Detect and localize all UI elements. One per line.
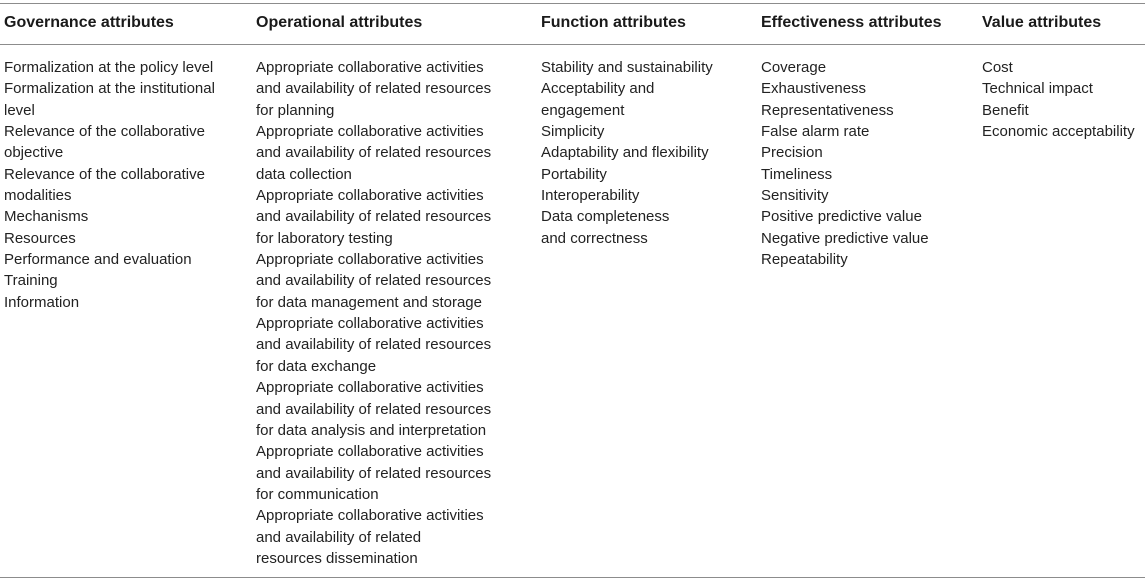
list-item: Sensitivity (761, 187, 829, 205)
list-item: Precision (761, 144, 823, 162)
list-item: Stability and sustainability (541, 59, 713, 76)
list-item: Appropriate collaborative activities and availability of related resources for data management and storage (256, 251, 492, 311)
list-item: Relevance of the collaborative objective (4, 123, 205, 162)
header-effectiveness: Effectiveness attributes (761, 14, 942, 31)
list-item: Relevance of the collaborative modalities (4, 165, 205, 205)
table-bottom-rule (0, 577, 1145, 578)
list-item: Technical impact (982, 80, 1093, 98)
header-operational: Operational attributes (256, 14, 423, 31)
list-item: Interoperability (541, 187, 640, 205)
list-item: Formalization at the policy level (4, 59, 214, 76)
list-item: Training (4, 272, 58, 290)
list-item: Appropriate collaborative activities and availability of related resources for data exchange (256, 315, 492, 375)
list-item: Performance and evaluation (4, 251, 192, 269)
list-item: Information (4, 293, 80, 311)
list-item: Benefit (982, 101, 1029, 119)
list-item: Repeatability (761, 251, 848, 269)
table-header-rule (0, 44, 1145, 45)
list-item: Appropriate collaborative activities and availability of related resources for communication (256, 443, 492, 503)
list-item: Economic acceptability (982, 123, 1135, 141)
list-item: Negative predictive value (761, 229, 929, 247)
list-item: Appropriate collaborative activities and availability of related resources for planning (256, 59, 492, 119)
list-item: Representativeness (761, 101, 894, 119)
list-item: Formalization at the institutional level (4, 80, 215, 119)
value-column (982, 57, 1145, 142)
header-function: Function attributes (541, 14, 686, 31)
list-item: Simplicity (541, 123, 605, 141)
list-item: Acceptability and engagement (541, 80, 655, 119)
list-item: Data completeness and correctness (541, 208, 670, 247)
header-governance: Governance attributes (4, 14, 174, 31)
list-item: Appropriate collaborative activities and availability of related resources for data analysis and interpretation (256, 379, 492, 439)
list-item: Appropriate collaborative activities and availability of related resources for laboratory testing (256, 187, 492, 247)
effectiveness-column (761, 57, 966, 270)
function-column (541, 57, 751, 249)
list-item: Mechanisms (4, 208, 89, 226)
list-item: Exhaustiveness (761, 80, 867, 98)
table-top-rule (0, 3, 1145, 4)
list-item: Adaptability and flexibility (541, 144, 709, 162)
list-item: Coverage (761, 59, 827, 76)
governance-column (4, 57, 236, 313)
list-item: Cost (982, 59, 1013, 76)
list-item: Appropriate collaborative activities and availability of related resources data collection (256, 123, 492, 183)
header-value: Value attributes (982, 14, 1102, 31)
list-item: Resources (4, 229, 76, 247)
operational-column (256, 57, 518, 569)
list-item: False alarm rate (761, 123, 870, 141)
list-item: Positive predictive value (761, 208, 922, 226)
list-item: Timeliness (761, 165, 833, 183)
list-item: Appropriate collaborative activities and availability of related resources dissemination (256, 507, 484, 567)
list-item: Portability (541, 165, 607, 183)
